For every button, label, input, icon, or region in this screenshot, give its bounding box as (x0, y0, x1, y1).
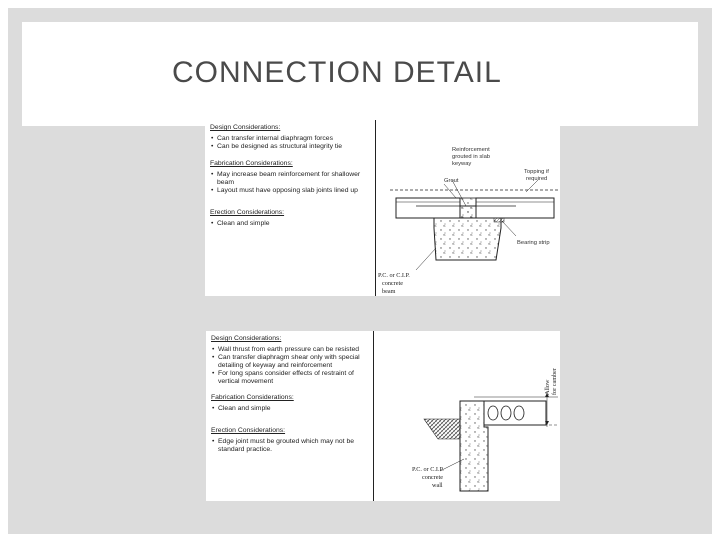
reinforcement-label-1: Reinforcement (452, 147, 490, 153)
bullet-item: • Clean and simple (218, 405, 376, 413)
connection-detail-top-panel (205, 120, 560, 296)
bullet-item: • May increase beam reinforcement for shallower beam (217, 171, 375, 187)
section-heading: Erection Considerations: (210, 209, 285, 216)
bullet-item: • Layout must have opposing slab joints lined up (217, 187, 375, 195)
bullet-list (210, 135, 375, 151)
bullet-list (210, 171, 375, 195)
topping-label-1: Topping if (524, 169, 549, 175)
section-heading: Design Considerations: (210, 124, 281, 131)
bullet-item: • Can transfer diaphragm shear only with special detailing of keyway and reinforcement (218, 354, 376, 370)
camber-label-1: Allow (544, 379, 551, 395)
wall-slab-connection-drawing (374, 331, 560, 501)
beam-label-1: P.C. or C.I.P. (378, 272, 410, 279)
beam-slab-connection-drawing (376, 120, 560, 296)
topping-label-2: required (526, 176, 548, 182)
grout-keyway (460, 198, 476, 218)
slide-title: CONNECTION DETAIL (172, 56, 502, 89)
section-heading: Design Considerations: (211, 335, 282, 342)
considerations-text-top (210, 124, 375, 228)
left-slab (396, 198, 460, 218)
section-heading: Fabrication Considerations: (211, 394, 294, 401)
bullet-item: • Can be designed as structural integrity tie (217, 143, 375, 151)
bullet-item: • For long spans consider effects of restraint of vertical movement (218, 370, 376, 386)
hollowcore-slab (484, 401, 546, 425)
reinforcement-label-2: grouted in slab (452, 154, 491, 160)
wall-label-1: P.C. or C.I.P. (412, 466, 444, 473)
considerations-text-bottom (211, 335, 376, 454)
bullet-list (210, 220, 375, 228)
bullet-list (211, 405, 376, 413)
camber-label-2: for camber (551, 368, 558, 395)
bullet-item: • Wall thrust from earth pressure can be resisted (218, 346, 376, 354)
section-heading: Fabrication Considerations: (210, 160, 293, 167)
wall-label-2: concrete (422, 474, 443, 481)
section-heading: Erection Considerations: (211, 427, 286, 434)
connection-detail-bottom-panel (206, 331, 560, 501)
beam-label-3: beam (382, 288, 396, 295)
reinforcement-label-3: keyway (452, 161, 472, 167)
earth-fill (424, 419, 460, 439)
bullet-item: • Clean and simple (217, 220, 375, 228)
right-slab (476, 198, 554, 218)
bullet-list (211, 346, 376, 386)
grout-label: Grout (444, 178, 459, 184)
bearing-strip-label: Bearing strip (517, 240, 550, 246)
wall-label-3: wall (432, 482, 443, 489)
beam-label-2: concrete (382, 280, 403, 287)
bullet-item: • Edge joint must be grouted which may not be standard practice. (218, 438, 376, 454)
bullet-item: • Can transfer internal diaphragm forces (217, 135, 375, 143)
bullet-list (211, 438, 376, 454)
